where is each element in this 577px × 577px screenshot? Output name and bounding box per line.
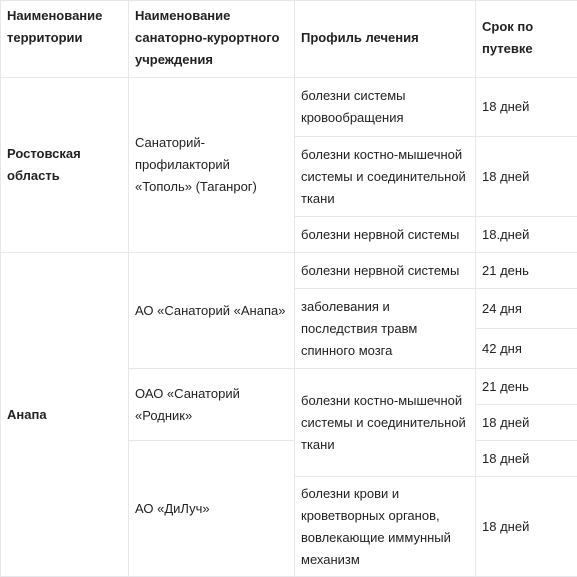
profile-cell: заболевания и последствия травм спинного мозга [295,289,476,369]
profile-cell: болезни нервной системы [295,217,476,253]
header-term: Срок по путевке [476,1,577,78]
institution-cell-rodnik: ОАО «Санаторий «Родник» [129,369,295,441]
profile-cell: болезни системы кровообращения [295,78,476,137]
term-cell: 18 дней [476,137,577,217]
header-institution: Наименование санаторно-курортного учреждения [129,1,295,78]
header-profile: Профиль лечения [295,1,476,78]
term-cell: 42 дня [476,329,577,369]
institution-cell-anapa: АО «Санаторий «Анапа» [129,253,295,369]
table-row [1,78,577,137]
profile-cell: болезни костно-мышечной системы и соединительной ткани [295,369,476,477]
institution-cell-topol: Санаторий-профилакторий «Тополь» (Таганрог) [129,78,295,253]
term-cell: 18 дней [476,441,577,477]
term-cell: 18 дней [476,405,577,441]
term-cell: 18 дней [476,78,577,137]
institution-cell-diluch: АО «ДиЛуч» [129,441,295,577]
term-cell: 18 дней [476,477,577,577]
term-cell: 21 день [476,369,577,405]
profile-cell: болезни костно-мышечной системы и соединительной ткани [295,137,476,217]
header-territory: Наименование территории [1,1,129,78]
territory-cell-rostov: Ростовская область [1,78,129,253]
profile-cell: болезни крови и кроветворных органов, вовлекающие иммунный механизм [295,477,476,577]
term-cell: 24 дня [476,289,577,329]
header-row [1,1,577,78]
territory-cell-anapa: Анапа [1,253,129,577]
term-cell: 18.дней [476,217,577,253]
profile-cell: болезни нервной системы [295,253,476,289]
table-row [1,253,577,289]
term-cell: 21 день [476,253,577,289]
